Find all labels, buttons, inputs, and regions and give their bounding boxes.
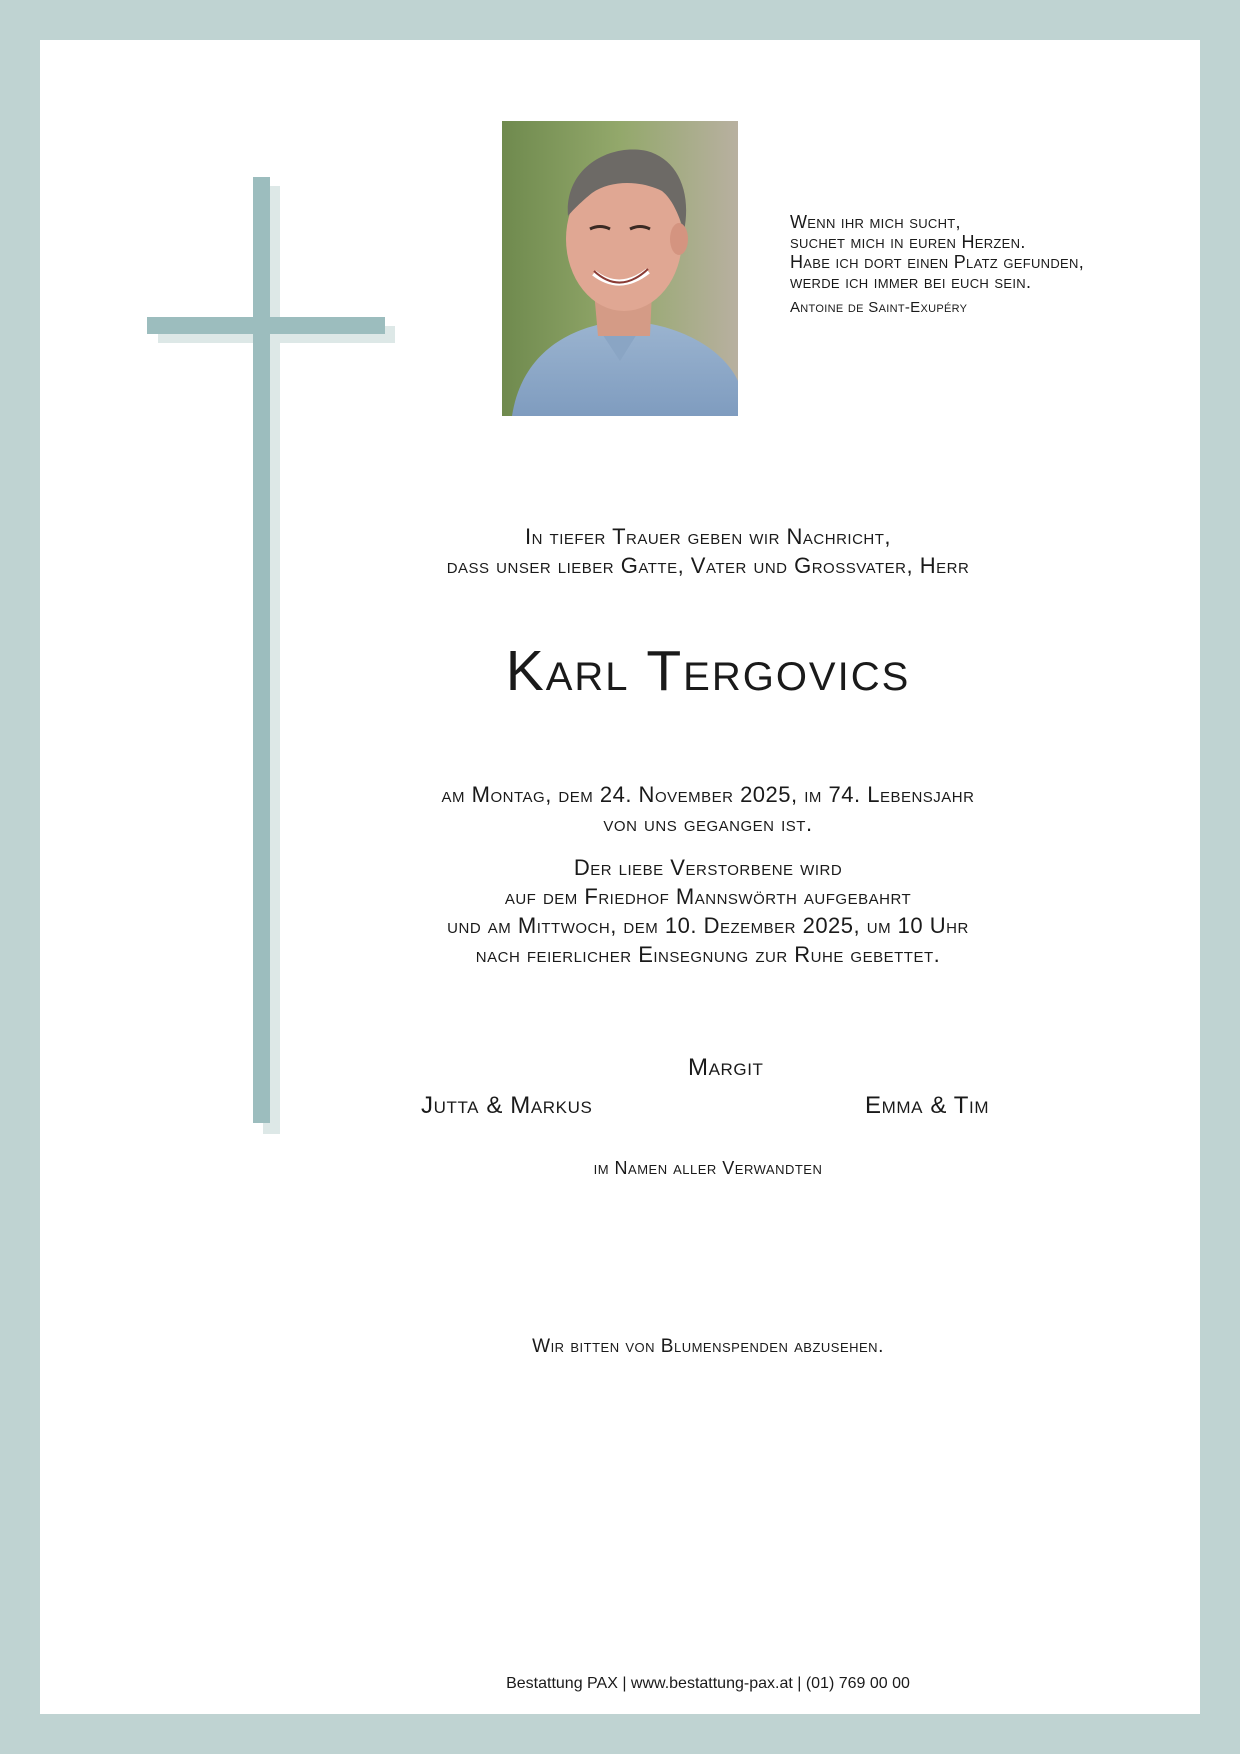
burial-details xyxy=(358,853,1058,969)
mourner-left: Jutta & Markus xyxy=(421,1092,593,1119)
obituary-card xyxy=(40,40,1200,1714)
relatives-note: im Namen aller Verwandten xyxy=(593,1158,823,1178)
intro-line: In tiefer Trauer geben wir Nachricht, xyxy=(524,524,892,549)
burial-line: auf dem Friedhof Mannswörth aufgebahrt xyxy=(504,884,912,909)
memorial-quote xyxy=(790,212,1170,318)
mourner-right: Emma & Tim xyxy=(865,1092,990,1119)
details-line: am Montag, dem 24. November 2025, im 74. Lebensjahr xyxy=(441,782,975,807)
funeral-home-footer: Bestattung PAX | www.bestattung-pax.at | (01) 769 00 00 xyxy=(506,1675,910,1692)
portrait-photo xyxy=(502,121,738,416)
deceased-name: Karl Tergovics xyxy=(505,639,911,703)
burial-line: und am Mittwoch, dem 10. Dezember 2025, um 10 Uhr xyxy=(447,913,969,938)
intro-line: dass unser lieber Gatte, Vater und Grossvater, Herr xyxy=(446,553,970,578)
death-details xyxy=(358,780,1058,838)
intro-text xyxy=(358,522,1058,580)
flowers-note: Wir bitten von Blumenspenden abzusehen. xyxy=(532,1336,884,1357)
quote-line: Wenn ihr mich sucht, xyxy=(790,212,961,232)
burial-line: Der liebe Verstorbene wird xyxy=(573,855,843,880)
quote-line: Habe ich dort einen Platz gefunden, xyxy=(790,252,1085,272)
details-line: von uns gegangen ist. xyxy=(603,811,813,836)
cross-horizontal-bar xyxy=(147,317,385,334)
burial-line: nach feierlicher Einsegnung zur Ruhe gebettet. xyxy=(475,942,941,967)
quote-line: werde ich immer bei euch sein. xyxy=(790,272,1032,292)
portrait-illustration xyxy=(502,121,738,416)
quote-author: Antoine de Saint-Exupéry xyxy=(790,299,968,316)
mourner-center: Margit xyxy=(688,1054,764,1081)
quote-line: suchet mich in euren Herzen. xyxy=(790,232,1026,252)
